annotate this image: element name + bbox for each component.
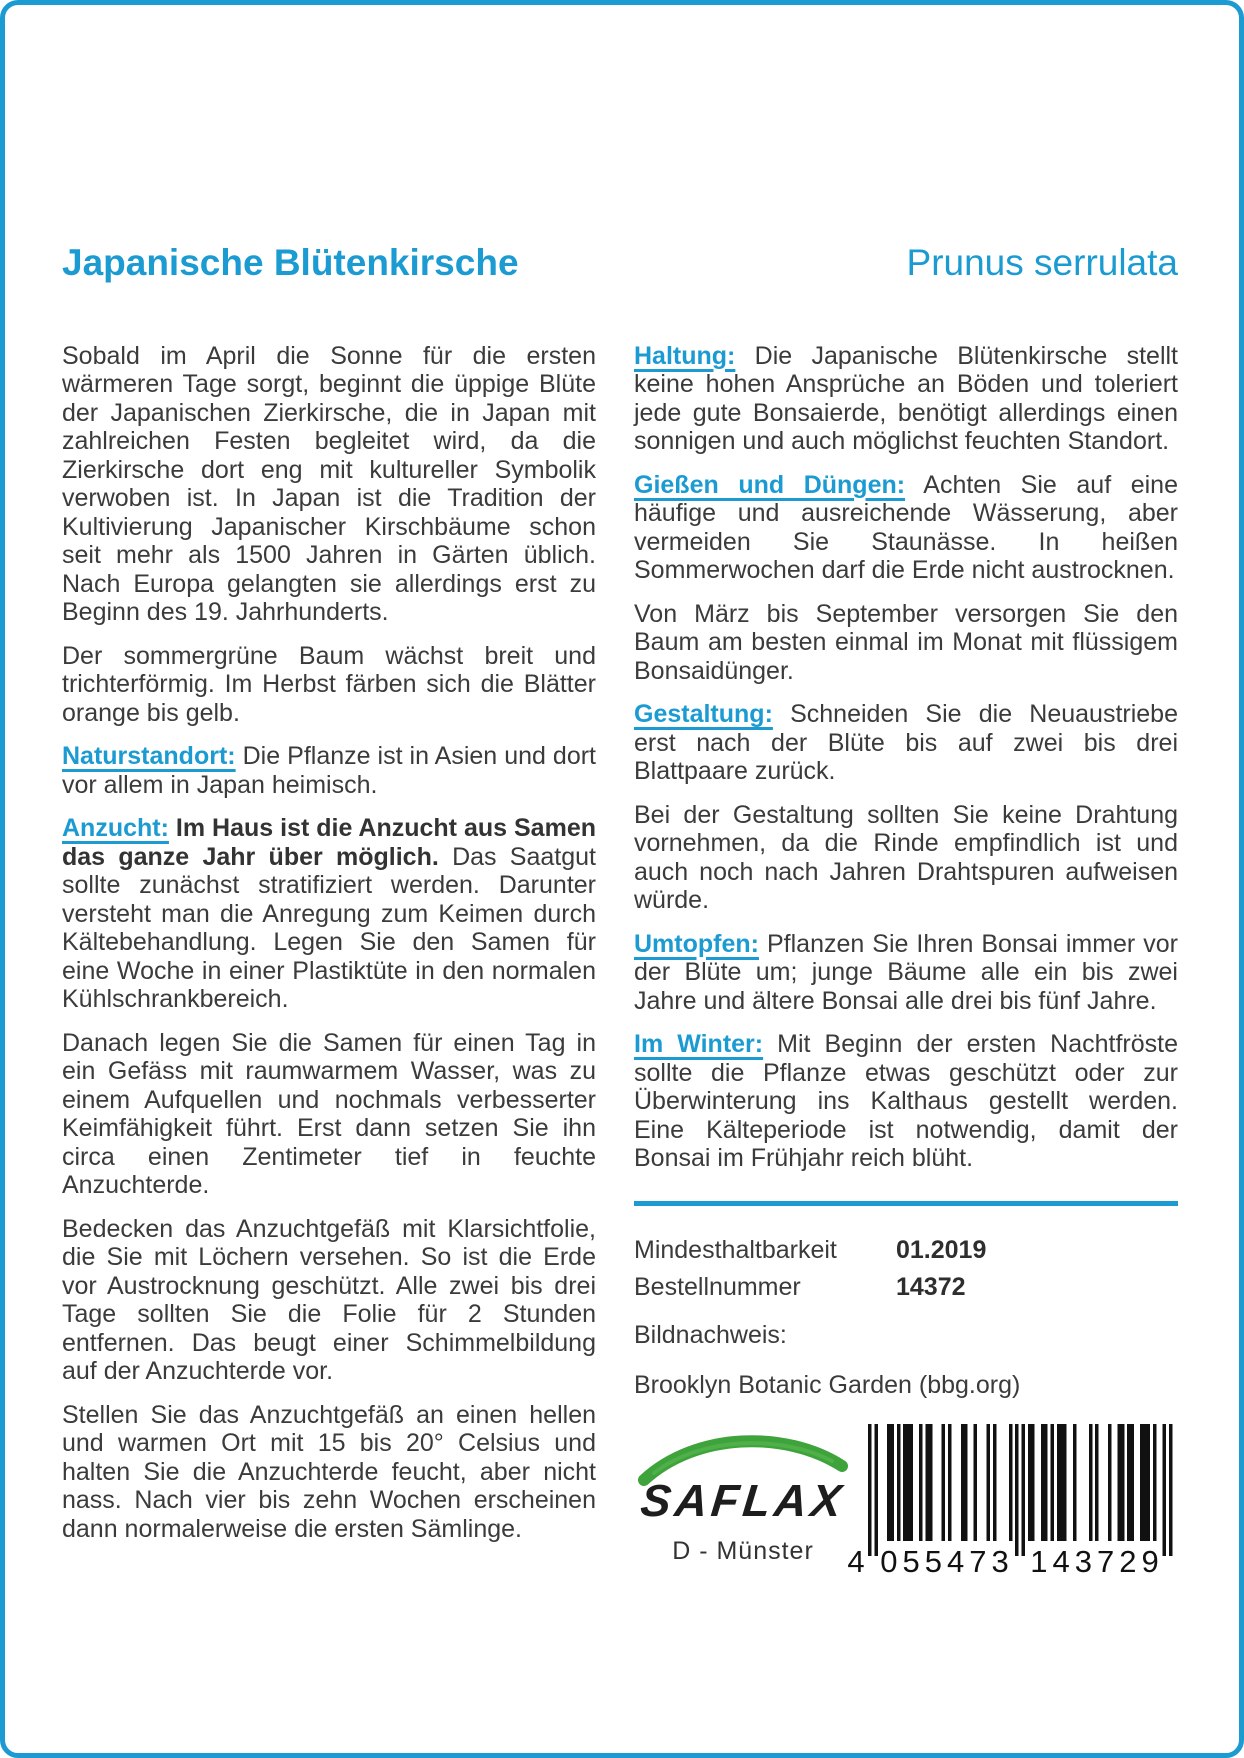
intro-paragraph	[62, 342, 596, 627]
section-heading: Im Winter:	[634, 1030, 764, 1059]
order-number-label: Bestellnummer	[634, 1272, 801, 1301]
growth-paragraph	[62, 642, 596, 728]
brand-name: SAFLAX	[638, 1474, 848, 1526]
order-number-value: 14372	[896, 1272, 966, 1301]
section-heading: Gestaltung:	[634, 700, 773, 729]
paragraph-text: Das Saatgut sollte zunächst stratifiziert werden. Darunter versteht man die Anregung zum Keimen durch Kältebehandlung. Legen Sie den Samen für eine Woche in einer Plastiktüte in den normalen Kühlschrankbereich.	[62, 842, 596, 1014]
brand-and-barcode-row	[634, 1424, 1178, 1576]
paragraph-text: Von März bis September versorgen Sie den Baum am besten einmal im Monat mit flüssigem Bonsaidünger.	[634, 599, 1178, 685]
section-heading: Naturstandort:	[62, 742, 236, 771]
photo-credit-label: Bildnachweis:	[634, 1320, 787, 1349]
order-number-row	[634, 1269, 1178, 1306]
left-column	[62, 342, 596, 1576]
brand-location: D - Münster	[672, 1536, 814, 1565]
ean-barcode	[846, 1424, 1178, 1576]
im-winter-section	[634, 1030, 1178, 1173]
packet-content	[5, 5, 1239, 1576]
paragraph-text: Die Pflanze ist in Asien und dort vor allem in Japan heimisch.	[62, 742, 596, 799]
svg-text:4: 4	[847, 1543, 865, 1576]
paragraph-text: Schneiden Sie die Neuaustriebe erst nach der Blüte bis auf zwei bis drei Blattpaare zurück.	[634, 700, 1178, 786]
bold-lead-sentence: Im Haus ist die Anzucht aus Samen das ganze Jahr über möglich.	[62, 814, 596, 871]
paragraph-text: Bei der Gestaltung sollten Sie keine Drahtung vornehmen, da die Rinde empfindlich ist und auch noch nach Jahren Drahtspuren aufweisen würde.	[634, 800, 1178, 915]
gestaltung-section	[634, 700, 1178, 786]
wiring-paragraph	[634, 801, 1178, 915]
shelf-life-row	[634, 1232, 1178, 1269]
placement-paragraph	[62, 1401, 596, 1544]
title-row	[62, 243, 1178, 284]
paragraph-text: Sobald im April die Sonne für die ersten wärmeren Tage sorgt, beginnt die üppige Blüte der Japanischen Zierkirsche, die in Japan mit zahlreichen Festen begleitet wird, da die Zierkirsche dort eng mit kultureller Symbolik verwoben ist. In Japan ist die Tradition der Kultivierung Japanischer Kirschbäume schon seit mehr als 1500 Jahren in Gärten üblich. Nach Europa gelangten sie allerdings erst zu Beginn des 19. Jahrhunderts.	[62, 341, 596, 627]
section-heading: Haltung:	[634, 341, 736, 370]
anzucht-section	[62, 814, 596, 1014]
section-heading: Gießen und Düngen:	[634, 470, 906, 499]
naturstandort-section	[62, 742, 596, 799]
right-column	[634, 342, 1178, 1576]
cover-paragraph	[62, 1215, 596, 1386]
paragraph-text: Pflanzen Sie Ihren Bonsai immer vor der Blüte um; junge Bäume alle ein bis zwei Jahre und ältere Bonsai alle drei bis fünf Jahre.	[634, 929, 1178, 1015]
paragraph-text: Der sommergrüne Baum wächst breit und trichterförmig. Im Herbst färben sich die Blätter orange bis gelb.	[62, 641, 596, 727]
paragraph-text: Bedecken das Anzuchtgefäß mit Klarsichtfolie, die Sie mit Löchern versehen. So ist die Erde vor Austrocknung geschützt. Alle zwei bis drei Tage sollten Sie die Folie für 2 Stunden entfernen. Das beugt einer Schimmelbildung auf der Anzuchterde vor.	[62, 1214, 596, 1386]
haltung-section	[634, 342, 1178, 456]
paragraph-text: Achten Sie auf eine häufige und ausreichende Wässerung, aber vermeiden Sie Staunässe. In heißen Sommerwochen darf die Erde nicht austrocknen.	[634, 470, 1178, 585]
section-heading: Umtopfen:	[634, 929, 759, 958]
giessen-duengen-section	[634, 471, 1178, 585]
umtopfen-section	[634, 930, 1178, 1016]
paragraph-text: Die Japanische Blütenkirsche stellt keine hohen Ansprüche an Böden und toleriert jede gute Bonsaierde, benötigt allerdings einen sonnigen und auch möglichst feuchten Standort.	[634, 341, 1178, 456]
paragraph-text: Danach legen Sie die Samen für einen Tag in ein Gefäss mit raumwarmem Wasser, was zu einem Aufquellen und nochmals verbesserter Keimfähigkeit führt. Erst dann setzen Sie ihn circa einen Zentimeter tief in feuchte Anzuchterde.	[62, 1028, 596, 1200]
shelf-life-value: 01.2019	[896, 1235, 987, 1264]
svg-text:143729: 143729	[1030, 1543, 1164, 1576]
botanical-name-title: Prunus serrulata	[906, 242, 1178, 283]
saflax-logo	[634, 1424, 852, 1566]
shelf-life-label: Mindesthaltbarkeit	[634, 1235, 837, 1264]
fertilizer-paragraph	[634, 600, 1178, 686]
photo-credit: Brooklyn Botanic Garden (bbg.org)	[634, 1370, 1021, 1399]
cyan-divider	[634, 1201, 1178, 1206]
soaking-paragraph	[62, 1029, 596, 1200]
paragraph-text: Mit Beginn der ersten Nachtfröste sollte die Pflanze etwas geschützt oder zur Überwinterung ins Kalthaus gestellt werden. Eine Kälteperiode ist notwendig, damit der Bonsai im Frühjahr reich blüht.	[634, 1030, 1178, 1173]
section-heading: Anzucht:	[62, 814, 169, 843]
text-columns	[62, 342, 1178, 1576]
paragraph-text: Stellen Sie das Anzuchtgefäß an einen hellen und warmen Ort mit 15 bis 20° Celsius und halten Sie die Anzuchterde feucht, aber nicht nass. Nach vier bis zehn Wochen erscheinen dann normalerweise die ersten Sämlinge.	[62, 1400, 596, 1543]
common-name-title: Japanische Blütenkirsche	[62, 242, 519, 283]
svg-text:055473: 055473	[880, 1543, 1014, 1576]
